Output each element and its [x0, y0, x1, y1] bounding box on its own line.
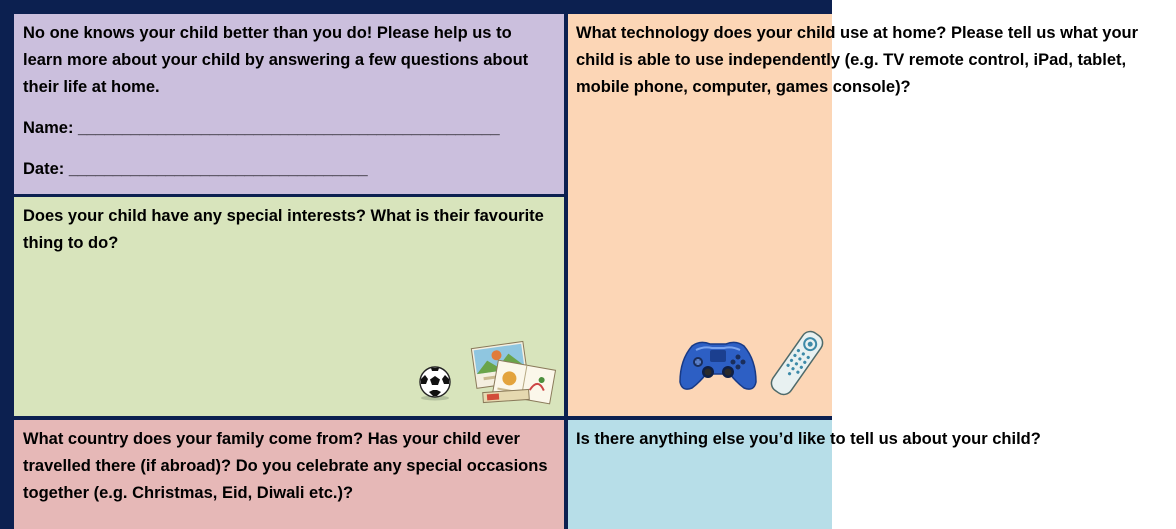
anything-else-question: Is there anything else you’d like to tell us about your child?	[576, 430, 1041, 448]
name-field[interactable]	[23, 115, 554, 142]
football-icon	[417, 365, 453, 401]
date-line[interactable]: __________________________________	[68, 160, 368, 178]
intro-section	[14, 14, 564, 194]
intro-text: No one knows your child better than you do! Please help us to learn more about your child by answering a few questions about their life at home.	[23, 24, 529, 96]
country-section	[14, 420, 564, 529]
country-question: What country does your family come from? Has your child ever travelled there (if abroad)? Do you celebrate any special occasions together (e.g. Christmas, Eid, Diwali etc.)?	[23, 430, 548, 502]
game-controller-icon	[678, 338, 758, 394]
anything-else-section	[568, 420, 1041, 529]
interests-section	[14, 197, 564, 416]
picture-books-icon	[469, 337, 559, 407]
date-field[interactable]	[23, 156, 554, 183]
technology-section	[568, 14, 1139, 416]
name-label: Name:	[23, 119, 74, 137]
tv-remote-icon	[768, 332, 826, 394]
technology-question: What technology does your child use at home? Please tell us what your child is able to use independently (e.g. TV remote control, iPad, tablet, mobile phone, computer, games console)?	[576, 24, 1139, 96]
date-label: Date:	[23, 160, 65, 178]
interests-question: Does your child have any special interests? What is their favourite thing to do?	[23, 207, 544, 252]
name-line[interactable]: ________________________________________________	[78, 119, 500, 137]
